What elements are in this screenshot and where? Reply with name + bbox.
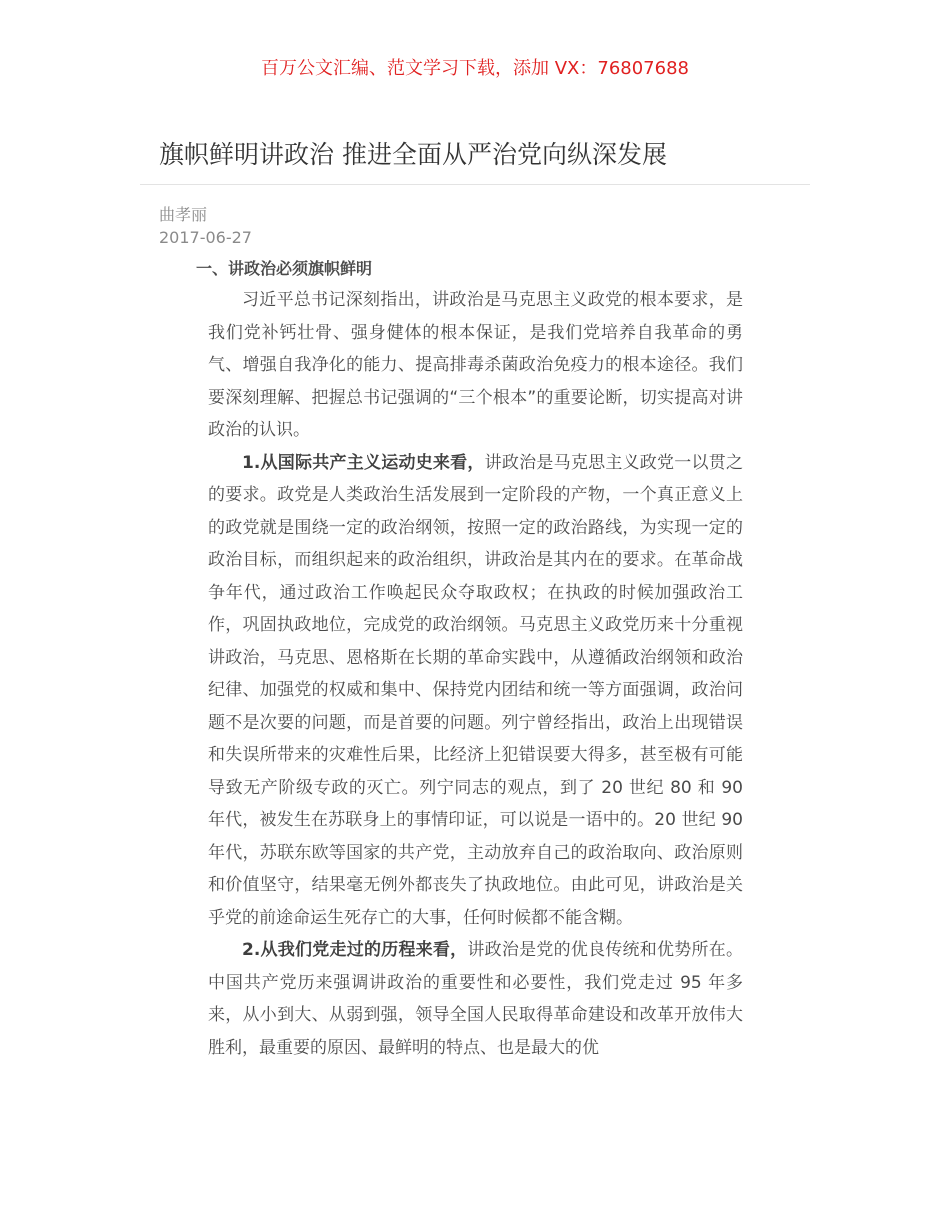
paragraph-lead: 1.从国际共产主义运动史来看， — [242, 452, 485, 473]
article-body — [208, 284, 743, 1064]
section-heading: 一、讲政治必须旗帜鲜明 — [196, 259, 373, 278]
paragraph-body: 讲政治是党的优良传统和优势所在。中国共产党历来强调讲政治的重要性和必要性，我们党走过 95 年多来，从小到大、从弱到强，领导全国人民取得革命建设和改革开放伟大胜利，最重要的原因、最鲜明的特点、也是最大的优 — [208, 940, 743, 1058]
paragraph-point-2 — [208, 934, 743, 1064]
paragraph-body: 讲政治是马克思主义政党一以贯之的要求。政党是人类政治生活发展到一定阶段的产物，一个真正意义上的政党就是围绕一定的政治纲领，按照一定的政治路线，为实现一定的政治目标，而组织起来的政治组织，讲政治是其内在的要求。在革命战争年代，通过政治工作唤起民众夺取政权；在执政的时候加强政治工作，巩固执政地位，完成党的政治纲领。马克思主义政党历来十分重视讲政治，马克思、恩格斯在长期的革命实践中，从遵循政治纲领和政治纪律、加强党的权威和集中、保持党内团结和统一等方面强调，政治问题不是次要的问题，而是首要的问题。列宁曾经指出，政治上出现错误和失误所带来的灾难性后果，比经济上犯错误要大得多，甚至极有可能导致无产阶级专政的灭亡。列宁同志的观点，到了 20 世纪 80 和 90 年代，被发生在苏联身上的事情印证，可以说是一语中的。20 世纪 90 年代，苏联东欧等国家的共产党，主动放弃自己的政治取向、政治原则和价值坚守，结果毫无例外都丧失了执政地位。由此可见，讲政治是关乎党的前途命运生死存亡的大事，任何时候都不能含糊。 — [208, 452, 743, 928]
paragraph-intro — [208, 284, 743, 447]
paragraph-point-1 — [208, 447, 743, 935]
paragraph-lead: 2.从我们党走过的历程来看， — [242, 940, 468, 960]
article-title: 旗帜鲜明讲政治 推进全面从严治党向纵深发展 — [159, 140, 667, 169]
promo-banner: 百万公文汇编、范文学习下载，添加 VX：76807688 — [261, 58, 689, 79]
paragraph-body: 习近平总书记深刻指出，讲政治是马克思主义政党的根本要求，是我们党补钙壮骨、强身健体的根本保证，是我们党培养自我革命的勇气、增强自我净化的能力、提高排毒杀菌政治免疫力的根本途径。我们要深刻理解、把握总书记强调的“三个根本”的重要论断，切实提高对讲政治的认识。 — [208, 290, 743, 440]
title-divider — [140, 184, 810, 185]
article-date: 2017-06-27 — [159, 228, 252, 247]
article-author: 曲孝丽 — [159, 205, 208, 224]
